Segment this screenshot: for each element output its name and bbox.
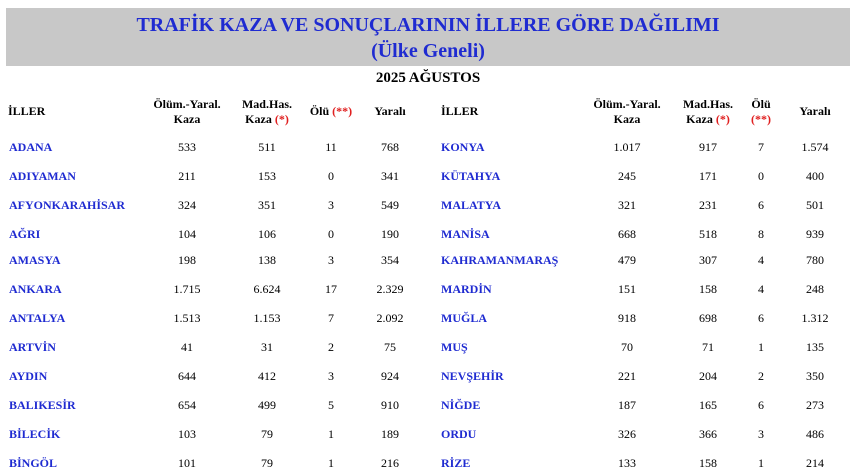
- dead-count: 6: [758, 198, 764, 212]
- table-row: [0, 364, 856, 388]
- injured-count: 216: [381, 456, 399, 470]
- city-name: NİĞDE: [441, 398, 481, 412]
- right-header-city: [441, 104, 478, 119]
- injured-count: 549: [381, 198, 399, 212]
- table-row: [0, 393, 856, 417]
- fatal-injury-count: 41: [181, 340, 193, 354]
- dead-count: 0: [758, 169, 764, 183]
- city-name: AYDIN: [9, 369, 48, 383]
- property-damage-count: 158: [699, 456, 717, 470]
- fatal-injury-count: 1.513: [173, 311, 201, 325]
- property-damage-count: 171: [699, 169, 717, 183]
- left-header-injured-label: Yaralı: [374, 104, 406, 118]
- dead-count: 8: [758, 227, 764, 241]
- fatal-injury-count: 324: [178, 198, 196, 212]
- injured-count: 273: [806, 398, 824, 412]
- fatal-injury-count: 326: [618, 427, 636, 441]
- property-damage-count: 31: [261, 340, 273, 354]
- fatal-injury-count: 187: [618, 398, 636, 412]
- dead-count: 3: [328, 253, 334, 267]
- fatal-injury-count: 133: [618, 456, 636, 470]
- property-damage-count: 165: [699, 398, 717, 412]
- report-period: 2025 AĞUSTOS: [375, 70, 481, 86]
- city-name: NEVŞEHİR: [441, 369, 504, 383]
- injured-count: 910: [381, 398, 399, 412]
- injured-count: 2.329: [376, 282, 404, 296]
- dead-count: 4: [758, 253, 764, 267]
- left-header-dead-label: Ölü: [309, 104, 330, 118]
- left-header-fatal-injury-line1: Ölüm.-Yaral.: [153, 97, 221, 111]
- injured-count: 350: [806, 369, 824, 383]
- fatal-injury-count: 668: [618, 227, 636, 241]
- dead-count: 7: [758, 140, 764, 154]
- city-name: ADIYAMAN: [9, 169, 76, 183]
- injured-count: 190: [381, 227, 399, 241]
- city-name: RİZE: [441, 456, 471, 470]
- right-header-dead-label: Ölü: [751, 97, 771, 111]
- property-damage-count: 917: [699, 140, 717, 154]
- fatal-injury-count: 479: [618, 253, 636, 267]
- fatal-injury-count: 654: [178, 398, 196, 412]
- city-name: ADANA: [9, 140, 53, 154]
- left-header-injured: [360, 104, 420, 119]
- fatal-injury-count: 101: [178, 456, 196, 470]
- property-damage-count: 79: [261, 456, 273, 470]
- left-header-dead-marker: (**): [332, 104, 353, 118]
- fatal-injury-count: 245: [618, 169, 636, 183]
- injured-count: 501: [806, 198, 824, 212]
- injured-count: 939: [806, 227, 824, 241]
- dead-count: 6: [758, 398, 764, 412]
- injured-count: 780: [806, 253, 824, 267]
- right-header-property-damage-marker: (*): [715, 112, 730, 126]
- table-row: [0, 306, 856, 330]
- property-damage-count: 351: [258, 198, 276, 212]
- city-name: MARDİN: [441, 282, 492, 296]
- right-header-property-damage: [674, 97, 742, 127]
- left-header-property-damage-line1: Mad.Has.: [241, 97, 292, 111]
- injured-count: 924: [381, 369, 399, 383]
- fatal-injury-count: 70: [621, 340, 633, 354]
- dead-count: 1: [758, 340, 764, 354]
- table-row: [0, 277, 856, 301]
- right-header-dead: [742, 97, 780, 127]
- property-damage-count: 153: [258, 169, 276, 183]
- injured-count: 1.312: [801, 311, 829, 325]
- city-name: AMASYA: [9, 253, 61, 267]
- city-name: KAHRAMANMARAŞ: [441, 253, 559, 267]
- city-name: MANİSA: [441, 227, 490, 241]
- injured-count: 248: [806, 282, 824, 296]
- fatal-injury-count: 1.017: [613, 140, 641, 154]
- right-header-property-damage-line1: Mad.Has.: [682, 97, 733, 111]
- dead-count: 1: [328, 456, 334, 470]
- injured-count: 400: [806, 169, 824, 183]
- property-damage-count: 158: [699, 282, 717, 296]
- table-row: [0, 164, 856, 188]
- city-name: AĞRI: [9, 227, 41, 241]
- dead-count: 3: [758, 427, 764, 441]
- city-name: KÜTAHYA: [441, 169, 501, 183]
- dead-count: 2: [758, 369, 764, 383]
- property-damage-count: 307: [699, 253, 717, 267]
- city-name: ARTVİN: [9, 340, 56, 354]
- city-name: MALATYA: [441, 198, 502, 212]
- left-header-city-label: İLLER: [8, 104, 46, 118]
- left-header-property-damage-marker: (*): [274, 112, 289, 126]
- dead-count: 0: [328, 169, 334, 183]
- right-header-dead-marker: (**): [751, 112, 771, 126]
- dead-count: 7: [328, 311, 334, 325]
- injured-count: 486: [806, 427, 824, 441]
- property-damage-count: 499: [258, 398, 276, 412]
- city-name: AFYONKARAHİSAR: [9, 198, 126, 212]
- right-header-property-damage-line2: Kaza: [686, 112, 713, 126]
- fatal-injury-count: 644: [178, 369, 196, 383]
- fatal-injury-count: 221: [618, 369, 636, 383]
- city-name: ANKARA: [9, 282, 62, 296]
- injured-count: 75: [384, 340, 396, 354]
- table-row: [0, 193, 856, 217]
- property-damage-count: 138: [258, 253, 276, 267]
- left-header-city: [8, 104, 45, 119]
- left-header-property-damage: [234, 97, 300, 127]
- fatal-injury-count: 533: [178, 140, 196, 154]
- right-header-fatal-injury: [578, 97, 676, 127]
- fatal-injury-count: 1.715: [173, 282, 201, 296]
- right-header-fatal-injury-line2: Kaza: [613, 112, 641, 126]
- injured-count: 354: [381, 253, 399, 267]
- property-damage-count: 204: [699, 369, 717, 383]
- dead-count: 3: [328, 198, 334, 212]
- left-header-dead: [302, 104, 360, 119]
- right-header-injured-label: Yaralı: [799, 104, 831, 118]
- fatal-injury-count: 104: [178, 227, 196, 241]
- dead-count: 5: [328, 398, 334, 412]
- city-name: KONYA: [441, 140, 485, 154]
- fatal-injury-count: 151: [618, 282, 636, 296]
- fatal-injury-count: 198: [178, 253, 196, 267]
- injured-count: 768: [381, 140, 399, 154]
- dead-count: 1: [328, 427, 334, 441]
- dead-count: 6: [758, 311, 764, 325]
- property-damage-count: 79: [261, 427, 273, 441]
- dead-count: 2: [328, 340, 334, 354]
- dead-count: 11: [325, 140, 337, 154]
- city-name: ORDU: [441, 427, 477, 441]
- property-damage-count: 71: [702, 340, 714, 354]
- right-header-fatal-injury-line1: Ölüm.-Yaral.: [593, 97, 661, 111]
- table-row: [0, 451, 856, 475]
- property-damage-count: 412: [258, 369, 276, 383]
- right-header-injured: [782, 104, 848, 119]
- city-name: BİLECİK: [9, 427, 61, 441]
- dead-count: 3: [328, 369, 334, 383]
- property-damage-count: 511: [258, 140, 276, 154]
- table-row: [0, 248, 856, 272]
- fatal-injury-count: 321: [618, 198, 636, 212]
- dead-count: 0: [328, 227, 334, 241]
- table-row: [0, 135, 856, 159]
- property-damage-count: 6.624: [253, 282, 281, 296]
- property-damage-count: 518: [699, 227, 717, 241]
- property-damage-count: 698: [699, 311, 717, 325]
- dead-count: 4: [758, 282, 764, 296]
- city-name: MUĞLA: [441, 311, 487, 325]
- left-header-fatal-injury-line2: Kaza: [173, 112, 201, 126]
- property-damage-count: 1.153: [253, 311, 281, 325]
- property-damage-count: 106: [258, 227, 276, 241]
- right-header-city-label: İLLER: [441, 104, 479, 118]
- property-damage-count: 231: [699, 198, 717, 212]
- fatal-injury-count: 103: [178, 427, 196, 441]
- report-subtitle: (Ülke Geneli): [371, 40, 485, 62]
- injured-count: 1.574: [801, 140, 829, 154]
- fatal-injury-count: 918: [618, 311, 636, 325]
- left-header-fatal-injury: [140, 97, 234, 127]
- left-header-property-damage-line2: Kaza: [245, 112, 272, 126]
- fatal-injury-count: 211: [178, 169, 196, 183]
- injured-count: 189: [381, 427, 399, 441]
- table-row: [0, 335, 856, 359]
- injured-count: 2.092: [376, 311, 404, 325]
- injured-count: 135: [806, 340, 824, 354]
- table-row: [0, 422, 856, 446]
- dead-count: 1: [758, 456, 764, 470]
- injured-count: 341: [381, 169, 399, 183]
- property-damage-count: 366: [699, 427, 717, 441]
- city-name: ANTALYA: [9, 311, 66, 325]
- table-row: [0, 222, 856, 246]
- title-banner: [6, 8, 850, 66]
- city-name: BALIKESİR: [9, 398, 76, 412]
- city-name: MUŞ: [441, 340, 468, 354]
- report-title: TRAFİK KAZA VE SONUÇLARININ İLLERE GÖRE DAĞILIMI: [136, 14, 720, 36]
- injured-count: 214: [806, 456, 824, 470]
- dead-count: 17: [325, 282, 337, 296]
- city-name: BİNGÖL: [9, 456, 58, 470]
